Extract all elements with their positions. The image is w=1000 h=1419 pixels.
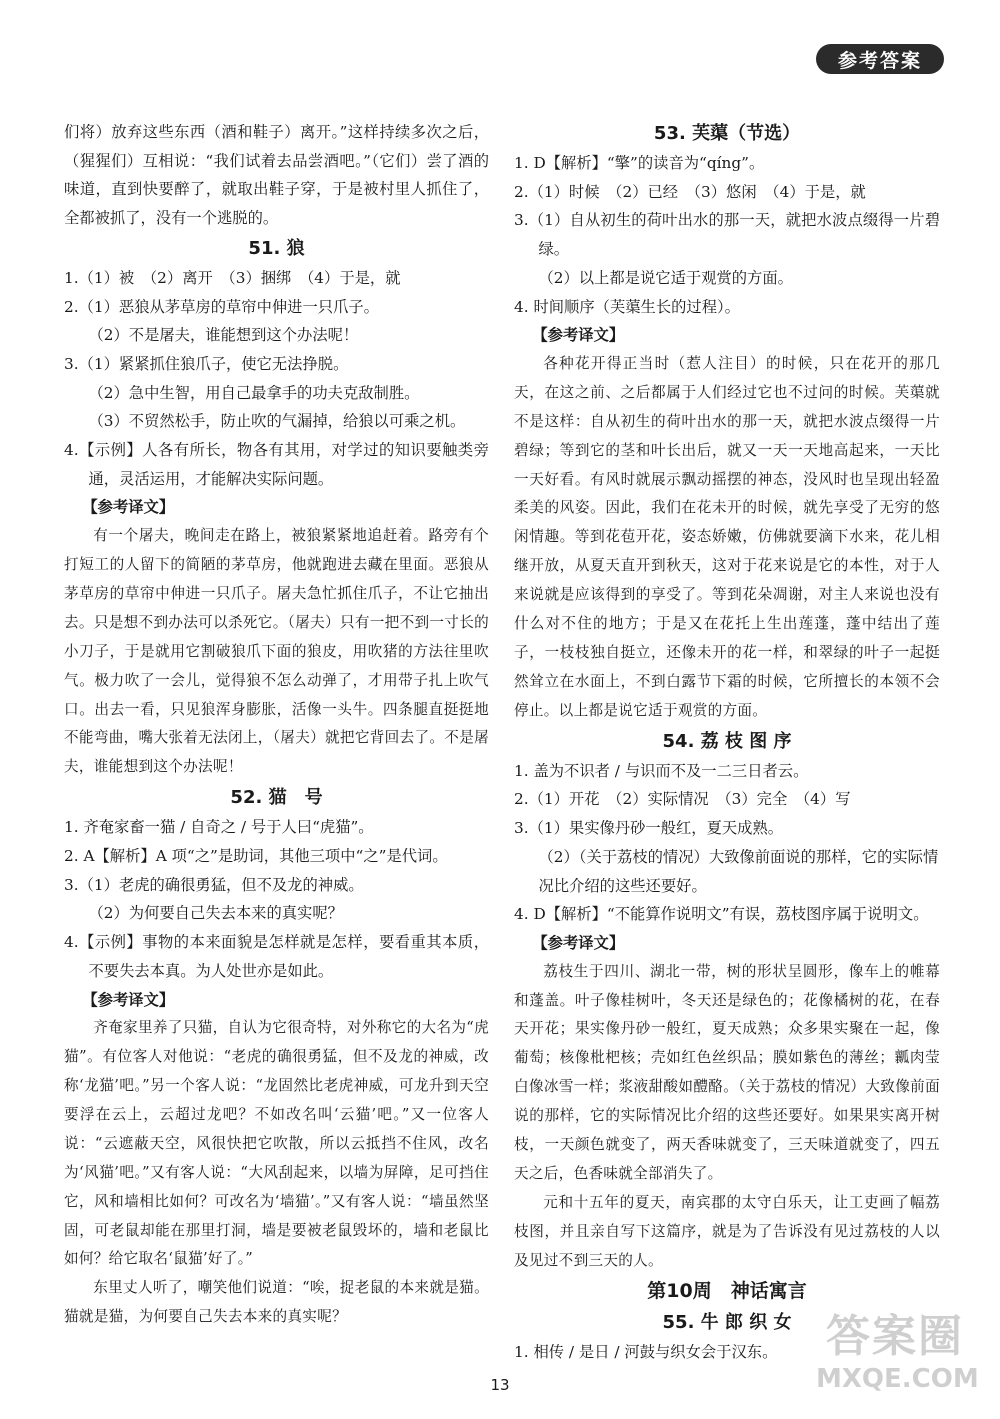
s54-translation-1: 荔枝生于四川、湖北一带，树的形状呈圆形，像车上的帷幕和蓬盖。叶子像桂树叶，冬天还是绿色的；花像橘树的花，在春天开花；果实像丹砂一般红，夏天成熟；众多果实聚在一起，像葡萄；核像枇杷核；壳如红色丝织品；膜如紫色的薄丝；瓤肉莹白像冰雪一样；浆液甜酸如醴酪。（关于荔枝的情况）大致像前面说的那样，它的实际情况比介绍的这些还要好。如果果实离开树枝，一天颜色就变了，两天香味就变了，三天味道就变了，四五天之后，色香味就全部消失了。 (514, 962, 940, 1182)
watermark-url: MXQE.COM (816, 1364, 979, 1394)
s52-translation-2: 东里丈人听了，嘲笑他们说道：“唉，捉老鼠的本来就是猫。猫就是猫，为何要自己失去本来的真实呢？ (64, 1279, 489, 1326)
previous-translation-end: 们将）放弃这些东西（酒和鞋子）离开。”这样持续多次之后，（猩猩们）互相说：“我们试着去品尝酒吧。”（它们）尝了酒的味道，直到快要醉了，就取出鞋子穿，于是被村里人抓住了，全都被抓了，没有一个逃脱的。 (64, 123, 489, 228)
s51-answer-3-sub-a: （2）急中生智，用自己最拿手的功夫克敌制胜。 (88, 383, 420, 402)
s52-answer-3: 3.（1）老虎的确很勇猛，但不及龙的神威。 (64, 875, 364, 894)
s51-answer-4: 4.【示例】人各有所长，物各有其用，对学过的知识要触类旁通，灵活运用，才能解决实际问题。 (64, 441, 489, 488)
s54-answer-2: 2.（1）开花 （2）实际情况 （3）完全 （4）写 (514, 790, 851, 809)
s53-answer-1: 1. D【解析】“擎”的读音为“qíng”。 (514, 154, 765, 172)
s52-translation-tag: 【参考译文】 (82, 990, 175, 1009)
s53-answer-4: 4. 时间顺序（芙蕖生长的过程）。 (514, 297, 740, 316)
s51-answer-1: 1.（1）被 （2）离开 （3）捆绑 （4）于是，就 (64, 268, 401, 287)
s54-answer-1: 1. 盖为不识者 / 与识而不及一二三日者云。 (514, 761, 809, 780)
s53-answer-2: 2.（1）时候 （2）已经 （3）悠闲 （4）于是，就 (514, 182, 866, 201)
s52-answer-1: 1. 齐奄家畜一猫 / 自奇之 / 号于人曰“虎猫”。 (64, 818, 374, 837)
s53-answer-3-sub: （2）以上都是说它适于观赏的方面。 (538, 268, 793, 287)
watermark-logo-text: 答案圈 (826, 1311, 964, 1362)
s53-translation-tag: 【参考译文】 (532, 326, 625, 345)
s54-answer-3: 3.（1）果实像丹砂一般红，夏天成熟。 (514, 819, 784, 838)
s52-answer-2: 2. A【解析】A 项“之”是助词，其他三项中“之”是代词。 (64, 847, 448, 865)
s51-answer-2-sub: （2）不是屠夫，谁能想到这个办法呢！ (88, 326, 359, 345)
section-53-title: 53. 芙蕖（节选） (653, 123, 801, 144)
s51-answer-3: 3.（1）紧紧抓住狼爪子，使它无法挣脱。 (64, 354, 349, 373)
s53-translation: 各种花开得正当时（惹人注目）的时候，只在花开的那几天，在这之前、之后都属于人们经过它也不过问的时候。芙蕖就不是这样：自从初生的荷叶出水的那一天，就把水波点缀得一片碧绿；等到它的茎和叶长出后，就又一天一天地高起来，一天比一天好看。有风时就展示飘动摇摆的神态，没风时也呈现出轻盈柔美的风姿。因此，我们在花未开的时候，就先享受了无穷的悠闲情趣。等到花苞开花，姿态娇嫩，仿佛就要滴下水来，花儿相继开放，从夏天直开到秋天，这对于花来说是它的本性，对于人来说就是应该得到的享受了。等到花朵凋谢，对主人来说也没有什么对不住的地方；于是又在花托上生出莲蓬，蓬中结出了莲子，一枝枝独自挺立，还像未开的花一样，和翠绿的叶子一起挺然耸立在水面上，不到白露节下霜的时候，它所擅长的本领不会停止。以上都是说它适于观赏的方面。 (514, 354, 940, 719)
s51-answer-2: 2.（1）恶狼从茅草房的草帘中伸进一只爪子。 (64, 297, 379, 316)
s54-answer-4: 4. D【解析】“不能算作说明文”有误，荔枝图序属于说明文。 (514, 905, 929, 924)
s51-answer-3-sub-b: （3）不贸然松手，防止吹的气漏掉，给狼以可乘之机。 (88, 412, 466, 431)
s52-answer-4: 4.【示例】事物的本来面貌是怎样就是怎样，要看重其本质，不要失去本真。为人处世亦是如此。 (64, 933, 489, 980)
s51-translation-tag: 【参考译文】 (82, 498, 175, 517)
site-watermark (816, 1300, 979, 1408)
section-55-title: 55. 牛 郎 织 女 (662, 1311, 792, 1333)
s54-translation-2: 元和十五年的夏天，南宾郡的太守白乐天，让工吏画了幅荔枝图，并且亲自写下这篇序，就是为了告诉没有见过荔枝的人以及见过不到三天的人。 (514, 1193, 940, 1269)
page-number: 13 (490, 1376, 510, 1394)
s54-translation-tag: 【参考译文】 (532, 933, 625, 952)
week-10-heading: 第10周 神话寓言 (647, 1279, 807, 1302)
s53-answer-3: 3.（1）自从初生的荷叶出水的那一天，就把水波点缀得一片碧绿。 (514, 211, 940, 259)
reference-answer-badge: 参考答案 (816, 44, 944, 74)
s52-answer-3-sub: （2）为何要自己失去本来的真实呢？ (88, 904, 343, 923)
left-column (64, 118, 489, 1332)
section-54-title: 54. 荔 枝 图 序 (662, 730, 792, 752)
right-column (514, 118, 940, 1366)
s55-answer-1: 1. 相传 / 是日 / 河鼓与织女会于汉东。 (514, 1342, 778, 1361)
section-52-title: 52. 猫 号 (230, 787, 323, 809)
s52-translation-1: 齐奄家里养了只猫，自认为它很奇特，对外称它的大名为“虎猫”。有位客人对他说：“老虎的确很勇猛，但不及龙的神威，改称‘龙猫’吧。”另一个客人说：“龙固然比老虎神威，可龙升到天空要浮在云上，云超过龙吧？不如改名叫‘云猫’吧。”又一位客人说：“云遮蔽天空，风很快把它吹散，所以云抵挡不住风，改名为‘风猫’吧。”又有客人说：“大风刮起来，以墙为屏障，足可挡住它，风和墙相比如何？可改名为‘墙猫’。”又有客人说：“墙虽然坚固，可老鼠却能在那里打洞，墙是要被老鼠毁坏的，墙和老鼠比如何？给它取名‘鼠猫’好了。” (64, 1019, 489, 1268)
s51-translation: 有一个屠夫，晚间走在路上，被狼紧紧地追赶着。路旁有个打短工的人留下的简陋的茅草房，他就跑进去藏在里面。恶狼从茅草房的草帘中伸进一只爪子。屠夫急忙抓住爪子，不让它抽出去。只是想不到办法可以杀死它。（屠夫）只有一把不到一寸长的小刀子，于是就用它割破狼爪下面的狼皮，用吹猪的方法往里吹气。极力吹了一会儿，觉得狼不怎么动弹了，才用带子扎上吹气口。出去一看，只见狼浑身膨胀，活像一头牛。四条腿直挺挺地不能弯曲，嘴大张着无法闭上，（屠夫）就把它背回去了。不是屠夫，谁能想到这个办法呢！ (64, 527, 489, 776)
section-51-title: 51. 狼 (248, 237, 305, 259)
s54-answer-3-sub: （2）（关于荔枝的情况）大致像前面说的那样，它的实际情况比介绍的这些还要好。 (538, 847, 939, 895)
